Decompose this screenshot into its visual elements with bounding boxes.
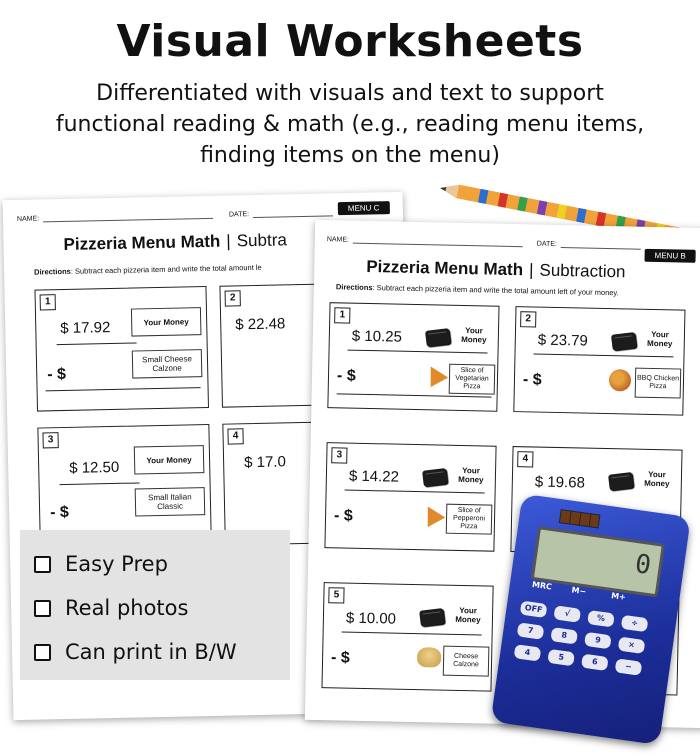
pizza-icon <box>609 369 631 391</box>
calculator-image <box>489 494 700 756</box>
problem-box <box>321 582 493 692</box>
problem-number: 2 <box>520 311 536 327</box>
calc-key: 4 <box>514 644 542 661</box>
page-title: Visual Worksheets <box>116 16 584 67</box>
item-label: Small Cheese Calzone <box>132 349 203 378</box>
problem-number: 4 <box>517 451 533 467</box>
money-label: Your Money <box>134 445 205 474</box>
calc-key: 5 <box>547 649 575 666</box>
money-amount: $ 10.25 <box>351 327 403 346</box>
calc-key: % <box>587 610 615 627</box>
calc-key: ÷ <box>621 615 649 632</box>
page-subtitle: Differentiated with visuals and text to support functional reading & math (e.g., reading menu items, finding items on the menu) <box>55 81 645 168</box>
pizza-slice-icon <box>422 362 448 387</box>
problem-box <box>34 286 209 412</box>
money-amount: $ 10.00 <box>345 609 397 628</box>
item-label: Slice of Pepperoni Pizza <box>446 504 493 535</box>
wallet-icon <box>419 608 445 627</box>
name-line: NAME: <box>17 210 217 223</box>
calculator-display: 0 <box>531 526 665 597</box>
calculator-body <box>491 494 691 745</box>
item-label: Slice of Vegetarian Pizza <box>449 364 496 395</box>
problem-number: 5 <box>328 587 344 603</box>
calc-key: 7 <box>517 622 545 639</box>
money-label: Your Money <box>461 326 487 345</box>
calc-key-label: M+ <box>610 591 627 602</box>
menu-badge: MENU B <box>644 249 695 263</box>
wallet-icon <box>422 468 448 487</box>
feature-item: Easy Prep <box>34 552 168 576</box>
wallet-icon <box>611 332 637 351</box>
item-label: BBQ Chicken Pizza <box>635 368 682 399</box>
subtract-sign: - $ <box>522 371 542 389</box>
date-line: DATE: <box>229 207 337 218</box>
money-amount: $ 17.0 <box>243 453 287 472</box>
money-label: Your Money <box>455 605 481 625</box>
problem-number: 2 <box>225 290 241 306</box>
item-label: Small Italian Classic <box>135 487 206 516</box>
subtract-sign: - $ <box>336 367 356 385</box>
problem-number: 3 <box>42 432 58 448</box>
feature-list <box>20 530 290 680</box>
checkbox-icon <box>34 644 51 661</box>
calc-key: OFF <box>520 601 548 618</box>
problem-box <box>513 306 685 416</box>
checkbox-icon <box>34 600 51 617</box>
menu-badge: MENU C <box>338 201 390 215</box>
calc-key-label: M− <box>571 585 587 597</box>
money-label: Your Money <box>644 469 670 489</box>
calc-key: 8 <box>550 627 578 644</box>
worksheet-title: Pizzeria Menu Math | Subtra <box>63 230 288 254</box>
name-line: NAME: <box>327 234 527 247</box>
subtract-sign: - $ <box>333 507 353 525</box>
worksheet-title: Pizzeria Menu Math | Subtraction <box>366 256 626 282</box>
date-line: DATE: <box>537 239 645 250</box>
money-amount: $ 23.79 <box>537 331 589 350</box>
calc-key: × <box>618 637 646 654</box>
problem-number: 1 <box>40 294 56 310</box>
checkbox-icon <box>34 556 51 573</box>
money-label: Your Money <box>458 465 484 485</box>
wallet-icon <box>425 328 451 347</box>
feature-item: Real photos <box>34 596 188 620</box>
problem-box <box>327 302 499 412</box>
subtract-sign: - $ <box>47 365 67 384</box>
money-label: Your Money <box>647 329 673 349</box>
item-label: Cheese Calzone <box>443 646 490 677</box>
calzone-icon <box>417 647 441 667</box>
calc-key: 6 <box>581 654 609 671</box>
money-amount: $ 12.50 <box>69 458 120 477</box>
subtract-sign: - $ <box>330 649 350 667</box>
money-label: Your Money <box>131 307 202 336</box>
subtract-sign: - $ <box>49 503 70 522</box>
calc-key: √ <box>553 605 581 622</box>
problem-box <box>324 442 496 552</box>
wallet-icon <box>608 472 634 491</box>
directions: Directions: Subtract each pizzeria item and write the total amount left of your money. <box>335 282 619 298</box>
money-amount: $ 22.48 <box>235 315 286 334</box>
calc-key: − <box>615 658 643 675</box>
problem-number: 1 <box>334 307 350 323</box>
solar-panel <box>559 509 601 528</box>
directions: Directions: Subtract each pizzeria item and write the total amount le <box>34 262 262 277</box>
pizza-slice-icon <box>419 502 445 527</box>
money-amount: $ 17.92 <box>60 319 111 338</box>
money-amount: $ 19.68 <box>534 473 586 492</box>
money-amount: $ 14.22 <box>348 467 400 486</box>
calc-key-label: MRC <box>531 579 553 592</box>
feature-item: Can print in B/W <box>34 640 237 664</box>
problem-number: 4 <box>227 428 243 444</box>
calc-key: 9 <box>584 632 612 649</box>
problem-number: 3 <box>331 447 347 463</box>
